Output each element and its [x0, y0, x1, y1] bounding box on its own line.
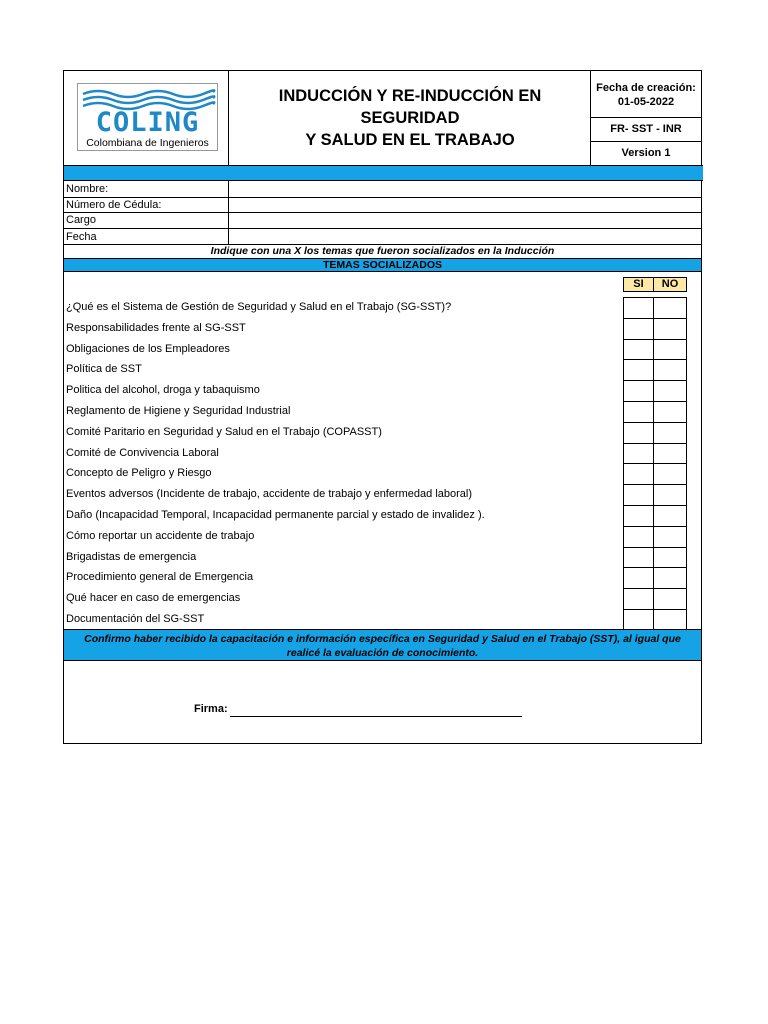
confirmation-text: Confirmo haber recibido la capacitación e información específica en Seguridad y Salud en el Trabajo (SST), al igual que realicé la evaluación de conocimiento. [64, 629, 701, 661]
topic-label: Reglamento de Higiene y Seguridad Industrial [66, 405, 291, 417]
section-title: TEMAS SOCIALIZADOS [64, 258, 701, 272]
company-logo [77, 83, 218, 151]
si-checkbox[interactable] [623, 401, 654, 423]
no-checkbox[interactable] [653, 401, 687, 423]
topic-label: Brigadistas de emergencia [66, 550, 197, 563]
no-checkbox[interactable] [653, 443, 687, 465]
topic-label: Procedimiento general de Emergencia [66, 571, 254, 584]
si-checkbox[interactable] [623, 526, 654, 548]
form-version: Version 1 [621, 147, 671, 159]
topic-label: ¿Qué es el Sistema de Gestión de Seguridad y Salud en el Trabajo (SG-SST)? [66, 301, 452, 313]
topic-label: Comité Paritario en Seguridad y Salud en el Trabajo (COPASST) [66, 425, 382, 438]
si-checkbox[interactable] [623, 463, 654, 485]
no-column-header: NO [653, 277, 687, 292]
no-checkbox[interactable] [653, 463, 687, 485]
topic-label: Eventos adversos (Incidente de trabajo, accidente de trabajo y enfermedad laboral) [66, 488, 473, 501]
no-checkbox[interactable] [653, 380, 687, 402]
no-checkbox[interactable] [653, 505, 687, 527]
topic-label: Cómo reportar un accidente de trabajo [66, 529, 255, 542]
no-checkbox[interactable] [653, 318, 687, 340]
topic-label: Política de SST [66, 363, 142, 376]
topic-label: Documentación del SG-SST [66, 613, 205, 625]
no-checkbox[interactable] [653, 567, 687, 589]
no-checkbox[interactable] [653, 422, 687, 444]
induction-form [63, 70, 702, 744]
topic-label: Responsabilidades frente al SG-SST [66, 321, 246, 334]
topic-label: Daño (Incapacidad Temporal, Incapacidad permanente parcial y estado de invalidez ). [66, 509, 485, 521]
no-checkbox[interactable] [653, 547, 687, 569]
signature-label: Firma: [194, 703, 228, 715]
si-checkbox[interactable] [623, 339, 654, 361]
si-checkbox[interactable] [623, 297, 654, 319]
si-column-header: SI [623, 277, 654, 292]
creation-block [591, 81, 701, 109]
topic-label: Concepto de Peligro y Riesgo [66, 467, 212, 480]
signature-line[interactable] [230, 716, 522, 717]
no-checkbox[interactable] [653, 359, 687, 381]
si-checkbox[interactable] [623, 422, 654, 444]
title-line-2: Y SALUD EN EL TRABAJO [305, 131, 515, 149]
no-checkbox[interactable] [653, 339, 687, 361]
name-field[interactable] [231, 182, 699, 197]
si-checkbox[interactable] [623, 484, 654, 506]
no-checkbox[interactable] [653, 526, 687, 548]
topic-label: Comité de Convivencia Laboral [66, 446, 219, 459]
si-checkbox[interactable] [623, 318, 654, 340]
topic-label: Obligaciones de los Empleadores [66, 342, 230, 355]
si-checkbox[interactable] [623, 505, 654, 527]
position-label: Cargo [66, 214, 96, 226]
instruction-text: Indique con una X los temas que fueron socializados en la Inducción [210, 245, 555, 257]
title-line-1: INDUCCIÓN Y RE-INDUCCIÓN EN SEGURIDAD [278, 87, 542, 127]
id-number-label: Número de Cédula: [66, 199, 162, 211]
form-title [231, 85, 589, 151]
si-checkbox[interactable] [623, 609, 654, 631]
si-checkbox[interactable] [623, 380, 654, 402]
creation-date: 01-05-2022 [617, 96, 675, 108]
topic-label: Qué hacer en caso de emergencias [66, 592, 241, 605]
logo-brand: COLING [95, 107, 200, 138]
no-checkbox[interactable] [653, 588, 687, 610]
si-checkbox[interactable] [623, 359, 654, 381]
form-code: FR- SST - INR [610, 123, 682, 135]
logo-tagline: Colombiana de Ingenieros [86, 137, 209, 149]
topic-label: Politica del alcohol, droga y tabaquismo [66, 384, 260, 397]
position-field[interactable] [231, 213, 699, 228]
no-checkbox[interactable] [653, 297, 687, 319]
id-number-field[interactable] [231, 198, 699, 212]
no-checkbox[interactable] [653, 609, 687, 631]
header-band [64, 165, 703, 181]
si-checkbox[interactable] [623, 588, 654, 610]
date-label: Fecha [66, 231, 97, 243]
si-checkbox[interactable] [623, 547, 654, 569]
si-checkbox[interactable] [623, 567, 654, 589]
info-fields [64, 181, 701, 245]
si-checkbox[interactable] [623, 443, 654, 465]
name-label: Nombre: [66, 183, 109, 195]
no-checkbox[interactable] [653, 484, 687, 506]
date-field[interactable] [231, 229, 699, 244]
creation-label: Fecha de creación: [596, 82, 696, 94]
